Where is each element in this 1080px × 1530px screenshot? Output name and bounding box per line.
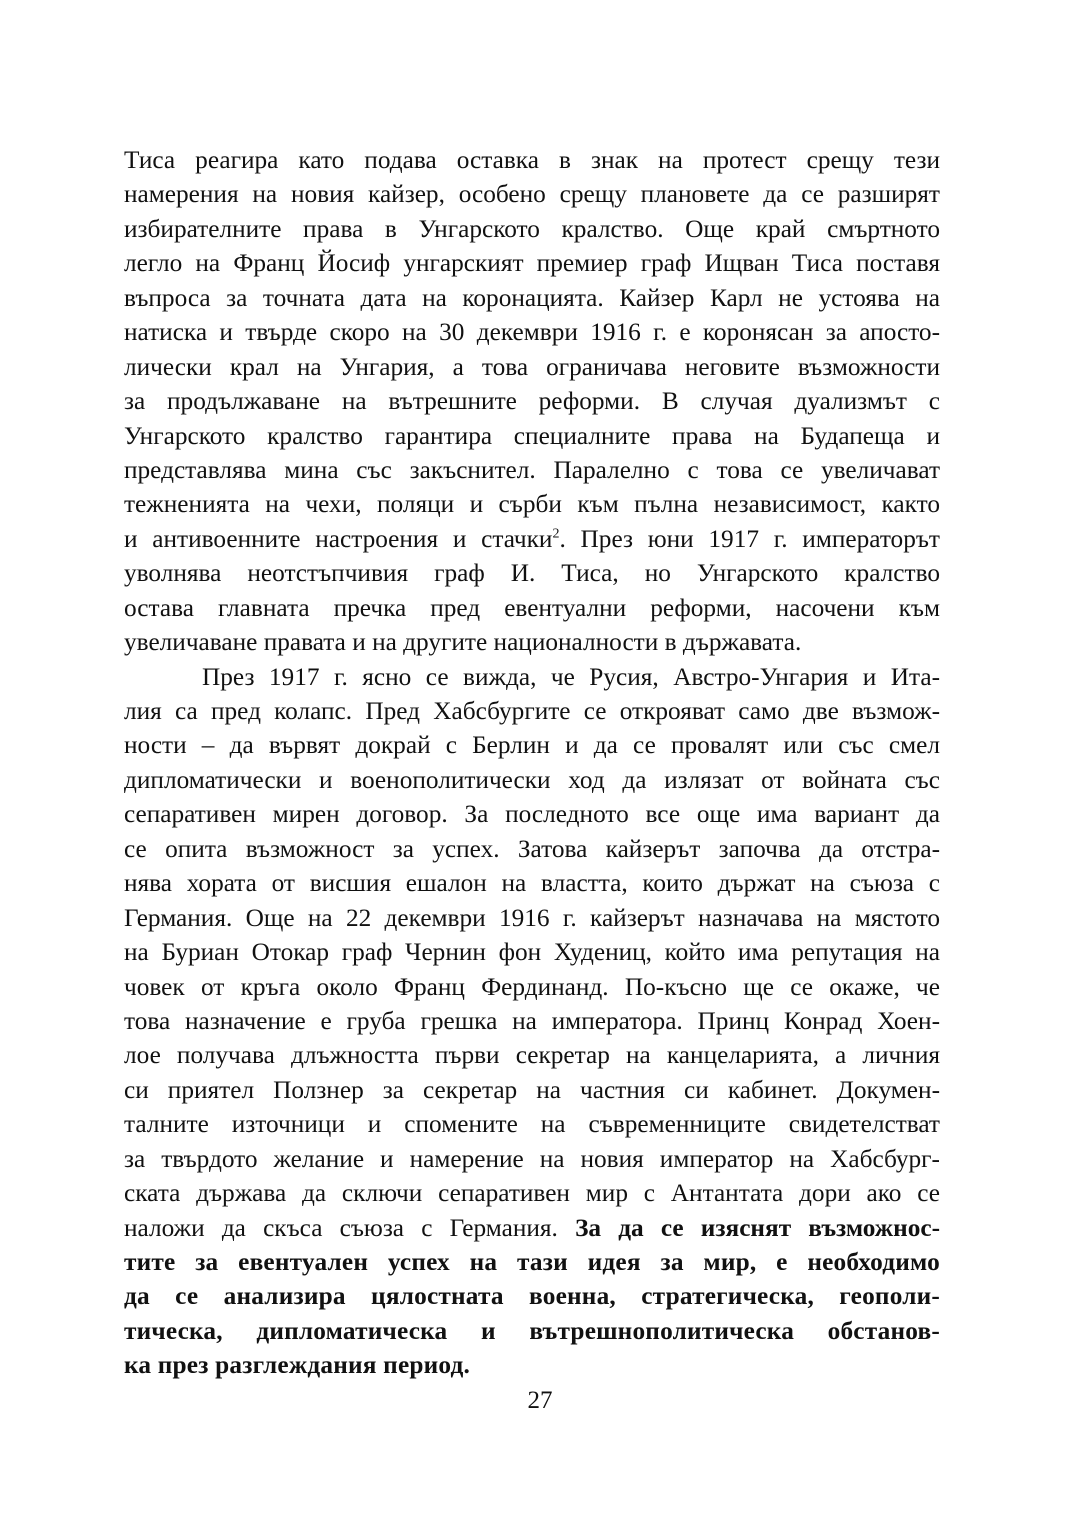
text-line: лически крал на Унгария, а това ограничава неговите възможности <box>124 352 940 381</box>
bold-text-segment: За да се изяснят възможнос- <box>575 1213 941 1242</box>
text-line: въпроса за точната дата на коронацията. Кайзер Карл не устоява на <box>124 283 940 312</box>
text-line: талните източници и спомените на съвременниците свидетелстват <box>124 1110 940 1139</box>
text-line: лия са пред колапс. Пред Хабсбургите се открояват само две възмож- <box>124 697 940 725</box>
bold-text-line: ка през разглеждания период. <box>124 1351 471 1380</box>
bold-text-line: да се анализира цялостната военна, стратегическа, геополи- <box>124 1282 940 1311</box>
text-line: легло на Франц Йосиф унгарският премиер граф Ищван Тиса поставя <box>124 249 940 278</box>
text-segment: и антивоенните настроения и стачки <box>124 524 553 553</box>
text-line: сепаративен мирен договор. За последното все още има вариант да <box>124 800 940 829</box>
text-line: Германия. Още на 22 декември 1916 г. кайзерът назначава на мястото <box>124 903 940 932</box>
footnote-reference[interactable]: 2 <box>552 526 560 542</box>
text-line: избирателните права в Унгарското кралство. Още край смъртното <box>124 214 940 243</box>
text-line: уволнява неотстъпчивия граф И. Тиса, но Унгарското кралство <box>124 559 940 588</box>
text-line: намерения на новия кайзер, особено срещу плановете да се разширят <box>124 180 940 209</box>
bold-text-line: тическа, дипломатическа и вътрешнополитическа обстанов- <box>124 1316 940 1345</box>
text-line: остава главната пречка пред евентуални реформи, насочени към <box>124 593 940 622</box>
page-body <box>124 143 940 1383</box>
text-line-mixed <box>124 1211 940 1245</box>
text-line: си приятел Ползнер за секретар на частния си кабинет. Докумен- <box>124 1075 940 1104</box>
text-line: това назначение е груба грешка на императора. Принц Конрад Хоен- <box>124 1006 940 1035</box>
text-segment: наложи да скъса съюза с Германия. <box>124 1213 576 1242</box>
page-number: 27 <box>527 1387 553 1414</box>
text-line: нява хората от висшия ешалон на властта, които държат на съюза с <box>124 869 940 898</box>
bold-text-line: тите за евентуален успех на тази идея за мир, е необходимо <box>124 1248 940 1276</box>
paragraph-2 <box>124 660 940 1383</box>
text-line: за продължаване на вътрешните реформи. В случая дуализмът с <box>124 387 940 416</box>
text-line: ската държава да сключи сепаративен мир с Антантата дори ако се <box>124 1179 940 1208</box>
text-line: През 1917 г. ясно се вижда, че Русия, Австро-Унгария и Ита- <box>202 662 940 691</box>
text-line: представлява мина със закъснител. Паралелно с това се увеличават <box>124 455 940 484</box>
text-line: Тиса реагира като подава оставка в знак на протест срещу тези <box>124 146 940 174</box>
text-line: на Буриан Отокар граф Чернин фон Худениц, който има репутация на <box>124 938 940 967</box>
text-segment: . През юни 1917 г. императорът <box>559 524 940 553</box>
text-line: натиска и твърде скоро на 30 декември 1916 г. е коронясан за апосто- <box>124 318 940 347</box>
text-line: Унгарското кралство гарантира специалните права на Будапеща и <box>124 421 940 450</box>
text-line: лое получава длъжността първи секретар на канцеларията, а личния <box>124 1041 940 1070</box>
text-line: се опита възможност за успех. Затова кайзерът започва да отстра- <box>124 834 940 863</box>
text-line-with-footnote <box>124 522 940 556</box>
text-line: увеличаване правата и на другите националности в държавата. <box>124 628 802 657</box>
text-line: човек от кръга около Франц Фердинанд. По-късно ще се окаже, че <box>124 972 940 1001</box>
paragraph-1 <box>124 143 940 660</box>
text-line: за твърдото желание и намерение на новия император на Хабсбург- <box>124 1144 940 1173</box>
text-line: тежненията на чехи, поляци и сърби към пълна независимост, както <box>124 490 940 519</box>
text-line: ности – да вървят докрай с Берлин и да се провалят или със смел <box>124 731 940 760</box>
text-line: дипломатически и военополитически ход да излязат от войната със <box>124 765 940 794</box>
